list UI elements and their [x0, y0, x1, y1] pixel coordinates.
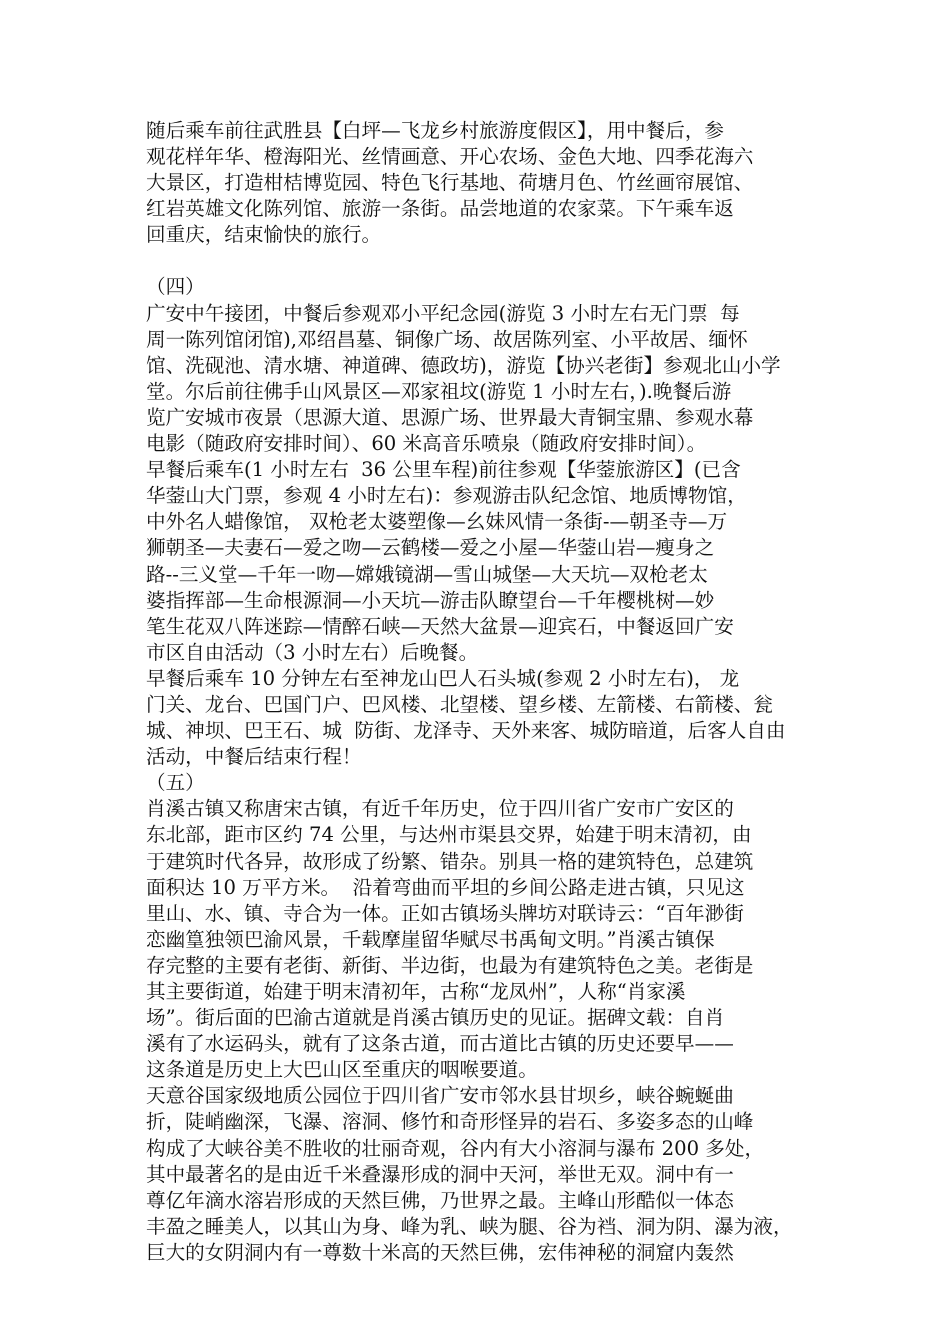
text-line: 婆指挥部—生命根源洞—小天坑—游击队瞭望台—千年樱桃树—妙	[146, 588, 715, 612]
text-line: 广安中午接团，中餐后参观邓小平纪念园(游览 3 小时左右无门票 每	[146, 301, 740, 325]
text-line: 折，陡峭幽深，飞瀑、溶洞、修竹和奇形怪异的岩石、多姿多态的山峰	[146, 1110, 754, 1134]
paragraph-xiaoxi-town	[146, 796, 806, 1083]
text-line: 览广安城市夜景（思源大道、思源广场、世界最大青铜宝鼎、参观水幕	[146, 405, 754, 429]
text-line: 巨大的女阴洞内有一尊数十米高的天然巨佛，宏伟神秘的洞窟内轰然	[146, 1240, 734, 1264]
text-line: 红岩英雄文化陈列馆、旅游一条街。品尝地道的农家菜。下午乘车返	[146, 197, 734, 221]
text-line: 电影（随政府安排时间）、60 米高音乐喷泉（随政府安排时间）。	[146, 432, 707, 456]
paragraph-wusheng	[146, 118, 806, 248]
text-line: 丰盈之睡美人，以其山为身、峰为乳、峡为腿、谷为裆、洞为阴、瀑为液，	[146, 1214, 793, 1238]
text-line: 堂。尔后前往佛手山风景区—邓家祖坟(游览 1 小时左右，).晚餐后游	[146, 379, 732, 403]
text-line: 场”。街后面的巴渝古道就是肖溪古镇历史的见证。据碑文载：自肖	[146, 1006, 725, 1030]
text-line: 里山、水、镇、寺合为一体。正如古镇场头牌坊对联诗云：“百年渺街	[146, 901, 744, 925]
text-line: 中外名人蜡像馆， 双枪老太婆塑像—幺妹风情一条街-—朝圣寺—万	[146, 510, 728, 534]
document-body	[146, 118, 806, 1266]
text-line: 活动，中餐后结束行程！	[146, 745, 362, 769]
text-line: 溪有了水运码头，就有了这条古道，而古道比古镇的历史还要早——	[146, 1032, 734, 1056]
text-line: 大景区，打造柑桔博览园、特色飞行基地、荷塘月色、竹丝画帘展馆、	[146, 171, 754, 195]
text-line: 门关、龙台、巴国门户、巴风楼、北望楼、望乡楼、左箭楼、右箭楼、瓮	[146, 692, 773, 716]
paragraph-tianyi-valley	[146, 1083, 806, 1266]
text-line: 华蓥山大门票，参观 4 小时左右)：参观游击队纪念馆、地质博物馆，	[146, 484, 747, 508]
text-line: 于建筑时代各异，故形成了纷繁、错杂。别具一格的建筑特色，总建筑	[146, 849, 754, 873]
text-line: 存完整的主要有老街、新街、半边街，也最为有建筑特色之美。老街是	[146, 953, 754, 977]
text-line: 早餐后乘车 10 分钟左右至神龙山巴人石头城(参观 2 小时左右)， 龙	[146, 666, 740, 690]
text-line: 笔生花双八阵迷踪—情醉石峡—天然大盆景—迎宾石，中餐返回广安	[146, 614, 734, 638]
text-line: 回重庆，结束愉快的旅行。	[146, 223, 382, 247]
text-line: 路--三义堂—千年一吻—嫦娥镜湖—雪山城堡—大天坑—双枪老太	[146, 562, 708, 586]
text-line: 尊亿年滴水溶岩形成的天然巨佛，乃世界之最。主峰山形酷似一体态	[146, 1188, 734, 1212]
section-heading-4: （四）	[146, 275, 205, 299]
paragraph-spacer	[146, 248, 806, 274]
text-line: 其中最著名的是由近千米叠瀑形成的洞中天河，举世无双。洞中有一	[146, 1162, 734, 1186]
text-line: 恋幽篁独领巴渝风景，千载摩崖留华赋尽书禹甸文明。”肖溪古镇保	[146, 927, 715, 951]
text-line: 面积达 10 万平方米。 沿着弯曲而平坦的乡间公路走进古镇，只见这	[146, 875, 745, 899]
paragraph-guangan-day1	[146, 301, 806, 458]
text-line: 早餐后乘车(1 小时左右 36 公里车程)前往参观【华蓥旅游区】(已含	[146, 458, 741, 482]
text-line: 东北部，距市区约 74 公里，与达州市渠县交界，始建于明末清初，由	[146, 823, 752, 847]
text-line: 观花样年华、橙海阳光、丝情画意、开心农场、金色大地、四季花海六	[146, 145, 754, 169]
text-line: 城、神坝、巴王石、城 防街、龙泽寺、天外来客、城防暗道，后客人自由	[146, 719, 786, 743]
text-line: 市区自由活动（3 小时左右）后晚餐。	[146, 640, 479, 664]
text-line: 肖溪古镇又称唐宋古镇，有近千年历史，位于四川省广安市广安区的	[146, 797, 734, 821]
section-heading-5: （五）	[146, 771, 205, 795]
text-line: 构成了大峡谷美不胜收的壮丽奇观，谷内有大小溶洞与瀑布 200 多处，	[146, 1136, 765, 1160]
text-line: 馆、洗砚池、清水塘、神道碑、德政坊)，游览【协兴老街】参观北山小学	[146, 353, 781, 377]
text-line: 这条道是历史上大巴山区至重庆的咽喉要道。	[146, 1058, 538, 1082]
text-line: 随后乘车前往武胜县【白坪—飞龙乡村旅游度假区】，用中餐后，参	[146, 119, 725, 142]
paragraph-huaying	[146, 457, 806, 666]
text-line: 周一陈列馆闭馆),邓绍昌墓、铜像广场、故居陈列室、小平故居、缅怀	[146, 327, 748, 351]
text-line: 天意谷国家级地质公园位于四川省广安市邻水县甘坝乡，峡谷蜿蜒曲	[146, 1084, 734, 1108]
text-line: 狮朝圣—夫妻石—爱之吻—云鹤楼—爱之小屋—华蓥山岩—瘦身之	[146, 536, 715, 560]
text-line: 其主要街道，始建于明末清初年，古称“龙凤州”，人称“肖家溪	[146, 980, 686, 1003]
paragraph-shenlongshan	[146, 666, 806, 770]
